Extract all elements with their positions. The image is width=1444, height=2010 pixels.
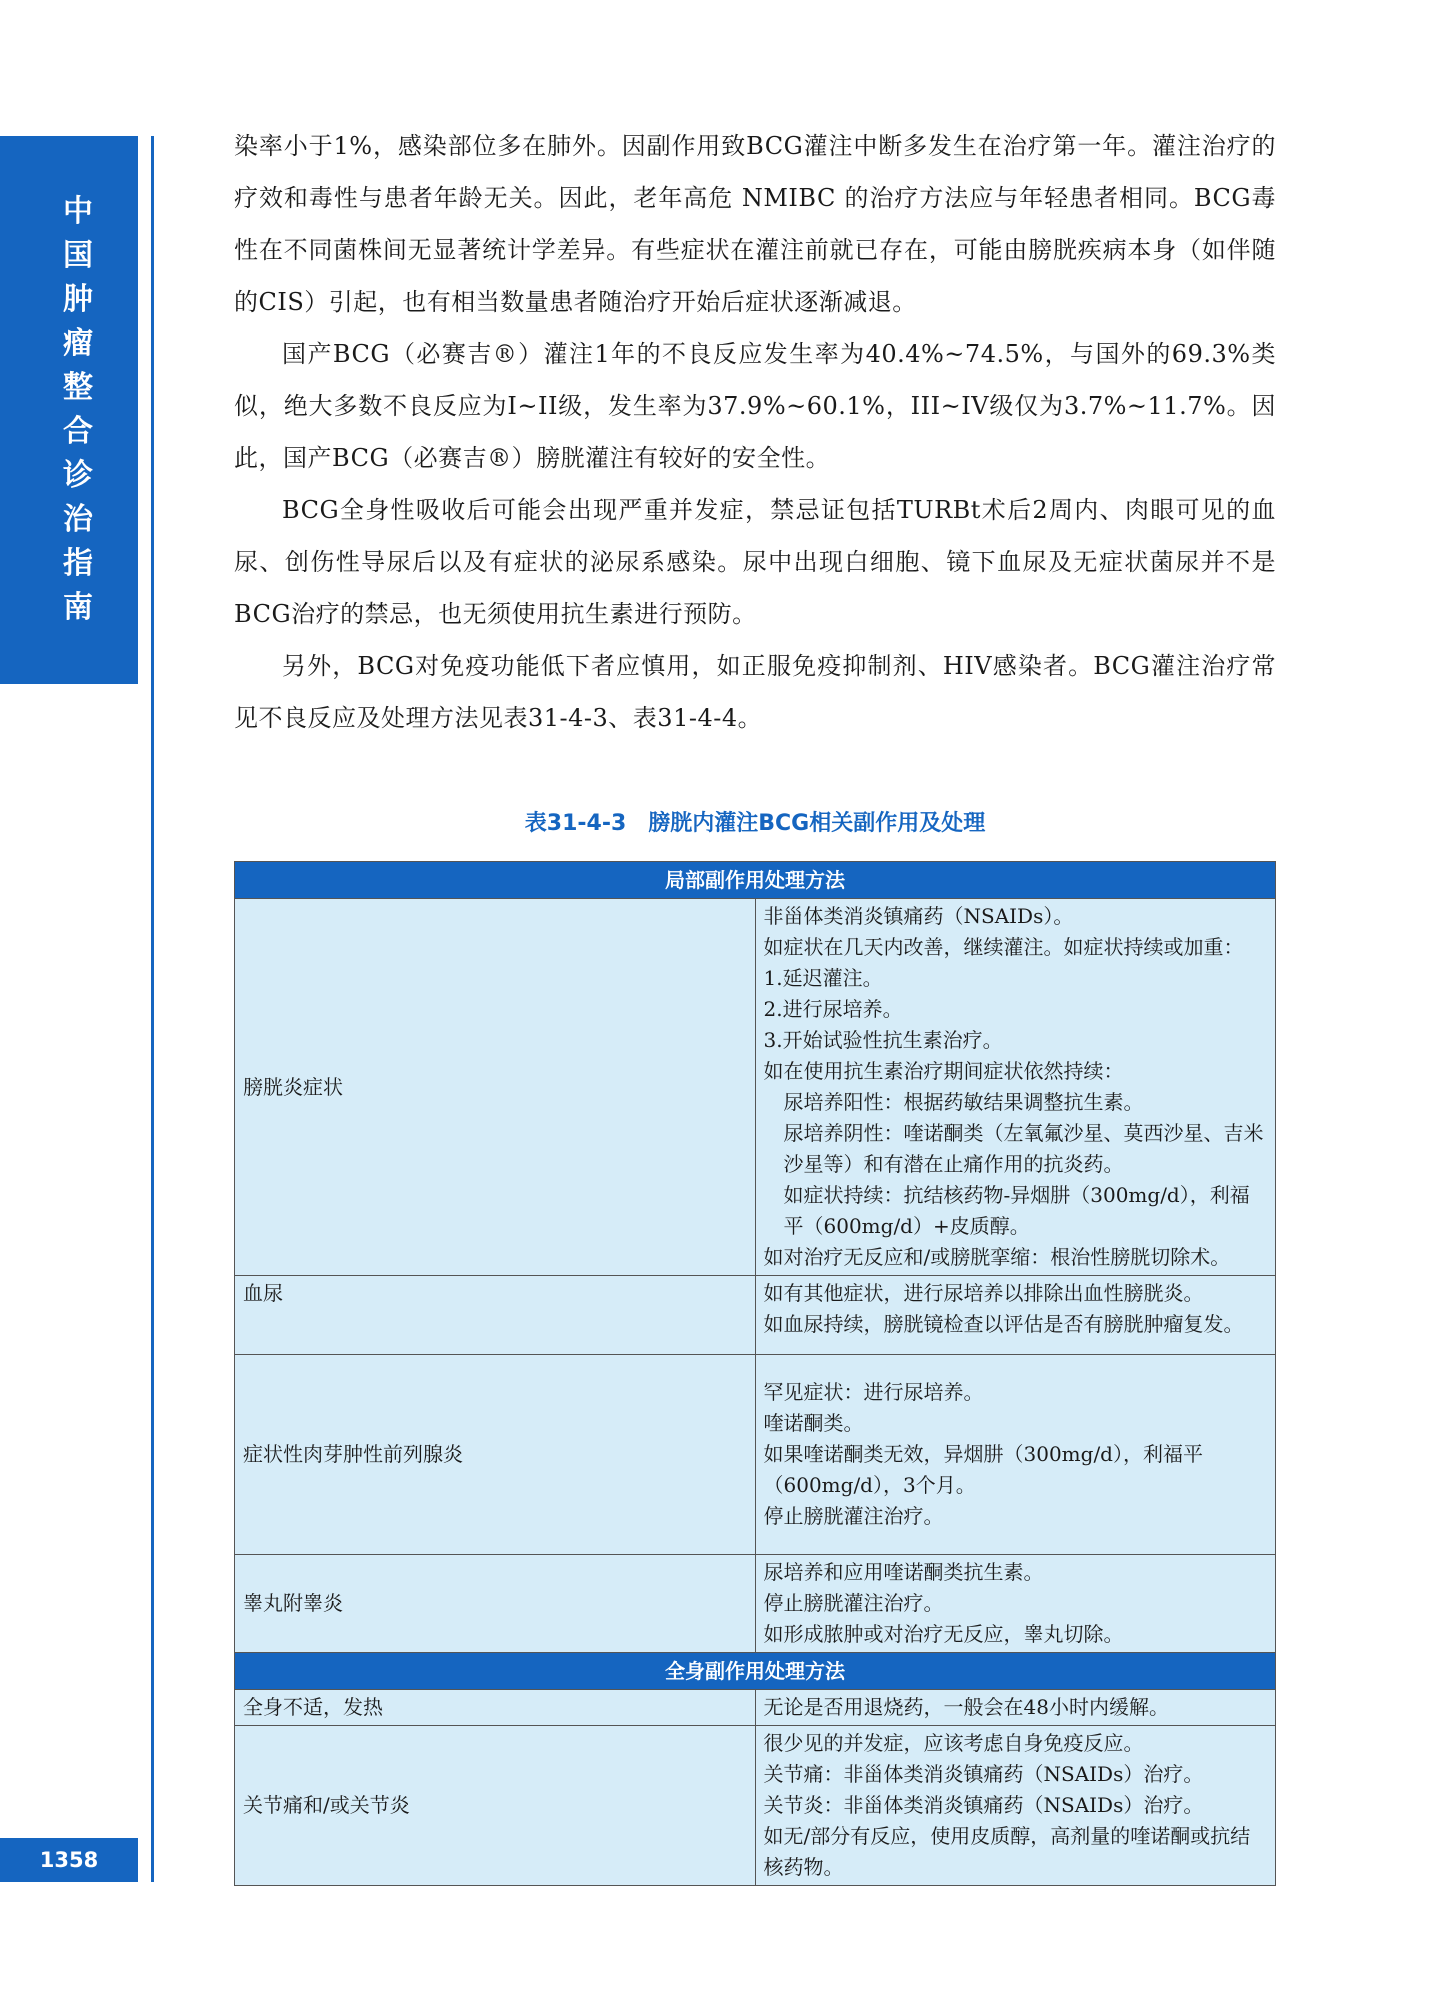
treatment-line: 尿培养阴性：喹诺酮类（左氧氟沙星、莫西沙星、吉米沙星等）和有潜在止痛作用的抗炎药。 [783,1121,1264,1176]
treatment-line: 尿培养阳性：根据药敏结果调整抗生素。 [783,1090,1144,1114]
treatment-line: 尿培养和应用喹诺酮类抗生素。 [763,1560,1044,1584]
treatment-cell [755,1690,1276,1726]
treatment-line: 如无/部分有反应，使用皮质醇，高剂量的喹诺酮或抗结核药物。 [763,1824,1251,1879]
book-title-char: 南 [63,590,93,625]
page-number: 1358 [0,1838,138,1882]
treatment-line: 2.进行尿培养。 [763,997,903,1021]
margin-rule [151,136,154,1882]
symptom-cell: 睾丸附睾炎 [235,1555,756,1653]
treatment-line: 很少见的并发症，应该考虑自身免疫反应。 [763,1731,1144,1755]
paragraph: 另外，BCG对免疫功能低下者应慎用，如正服免疫抑制剂、HIV感染者。BCG灌注治疗常见不良反应及处理方法见表31-4-3、表31-4-4。 [234,652,1276,732]
book-title-char: 中 [63,194,93,229]
treatment-line: 关节痛：非甾体类消炎镇痛药（NSAIDs）治疗。 [763,1762,1204,1786]
section-header-row [235,862,1276,899]
treatment-line: 停止膀胱灌注治疗。 [763,1504,944,1528]
book-title-char: 诊 [63,458,93,493]
side-effects-table [234,861,1276,1886]
book-title-char: 合 [63,414,93,449]
book-title-char: 瘤 [63,326,93,361]
table-row [235,1690,1276,1726]
book-title-char: 肿 [63,282,93,317]
treatment-line: 如症状持续：抗结核药物-异烟肼（300mg/d），利福平（600mg/d）+皮质醇。 [783,1183,1250,1238]
table-row [235,1555,1276,1653]
systemic-section-header: 全身副作用处理方法 [235,1653,1276,1690]
treatment-line: 如症状在几天内改善，继续灌注。如症状持续或加重： [763,935,1244,959]
treatment-cell [755,899,1276,1276]
treatment-line: 如形成脓肿或对治疗无反应，睾丸切除。 [763,1622,1124,1646]
symptom-cell: 全身不适，发热 [235,1690,756,1726]
treatment-cell [755,1276,1276,1355]
treatment-line: 如果喹诺酮类无效，异烟肼（300mg/d），利福平（600mg/d），3个月。 [763,1442,1203,1497]
treatment-line: 无论是否用退烧药，一般会在48小时内缓解。 [763,1695,1169,1719]
paragraph: 染率小于1%，感染部位多在肺外。因副作用致BCG灌注中断多发生在治疗第一年。灌注治疗的疗效和毒性与患者年龄无关。因此，老年高危 NMIBC 的治疗方法应与年轻患者相同。BCG毒性在不同菌株间无显著统计学差异。有些症状在灌注前就已存在，可能由膀胱疾病本身（如伴随的CIS）引起，也有相当数量患者随治疗开始后症状逐渐减退。 [234,132,1276,316]
treatment-cell [755,1355,1276,1555]
treatment-line: 3.开始试验性抗生素治疗。 [763,1028,1003,1052]
table-row [235,1276,1276,1355]
symptom-cell: 关节痛和/或关节炎 [235,1726,756,1886]
treatment-cell [755,1726,1276,1886]
body-text [234,120,1276,744]
treatment-line: 停止膀胱灌注治疗。 [763,1591,944,1615]
treatment-line: 如在使用抗生素治疗期间症状依然持续： [763,1059,1124,1083]
symptom-cell: 膀胱炎症状 [235,899,756,1276]
section-header-row [235,1653,1276,1690]
paragraph: BCG全身性吸收后可能会出现严重并发症，禁忌证包括TURBt术后2周内、肉眼可见的血尿、创伤性导尿后以及有症状的泌尿系感染。尿中出现白细胞、镜下血尿及无症状菌尿并不是BCG治疗的禁忌，也无须使用抗生素进行预防。 [234,496,1276,628]
local-section-header: 局部副作用处理方法 [235,862,1276,899]
treatment-line: 如有其他症状，进行尿培养以排除出血性膀胱炎。 [763,1281,1204,1305]
book-title-char: 整 [63,370,93,405]
table-row [235,1726,1276,1886]
treatment-cell [755,1555,1276,1653]
table-row [235,899,1276,1276]
symptom-cell: 症状性肉芽肿性前列腺炎 [235,1355,756,1555]
treatment-line: 关节炎：非甾体类消炎镇痛药（NSAIDs）治疗。 [763,1793,1204,1817]
book-title-tab [0,136,138,684]
book-title-char: 指 [63,546,93,581]
treatment-line: 如血尿持续，膀胱镜检查以评估是否有膀胱肿瘤复发。 [763,1312,1244,1336]
treatment-line: 非甾体类消炎镇痛药（NSAIDs）。 [763,904,1074,928]
treatment-line: 如对治疗无反应和/或膀胱挛缩：根治性膀胱切除术。 [763,1245,1231,1269]
symptom-cell: 血尿 [235,1276,756,1355]
treatment-line: 1.延迟灌注。 [763,966,883,990]
table-row [235,1355,1276,1555]
book-title-char: 治 [63,502,93,537]
book-title-char: 国 [63,238,93,273]
treatment-line: 喹诺酮类。 [763,1411,864,1435]
paragraph: 国产BCG（必赛吉®）灌注1年的不良反应发生率为40.4%~74.5%，与国外的69.3%类似，绝大多数不良反应为I~II级，发生率为37.9%~60.1%，III~IV级仅为3.7%~11.7%。因此，国产BCG（必赛吉®）膀胱灌注有较好的安全性。 [234,340,1276,472]
table-caption: 表31-4-3 膀胱内灌注BCG相关副作用及处理 [524,811,986,836]
treatment-line: 罕见症状：进行尿培养。 [763,1380,984,1404]
